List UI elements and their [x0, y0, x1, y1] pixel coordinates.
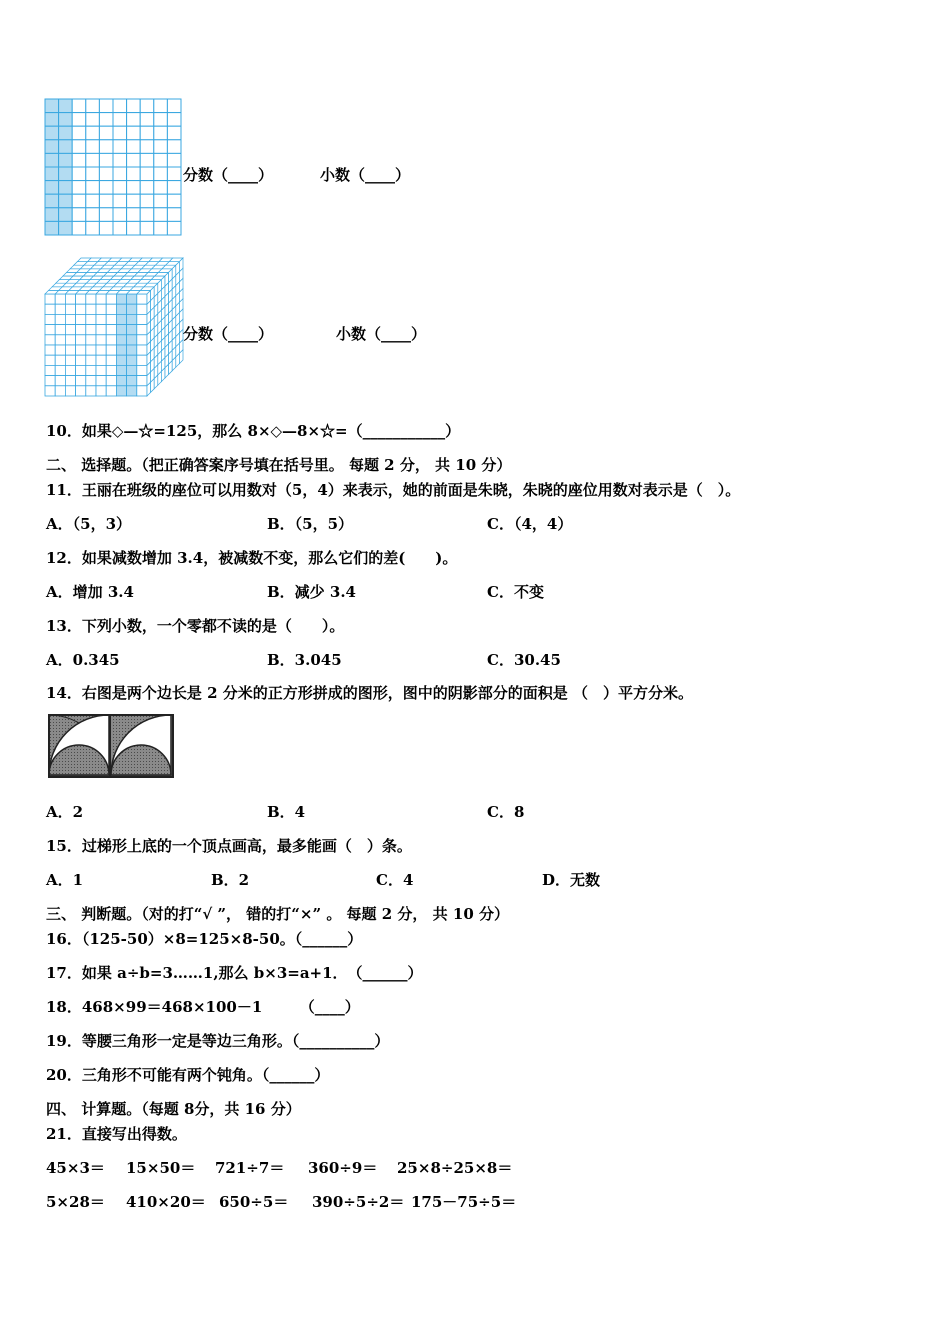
- cube-face: [86, 355, 96, 365]
- cube-face: [55, 355, 65, 365]
- shaded-cube-face: [116, 325, 126, 335]
- shaded-cube-face: [127, 376, 137, 386]
- grid-cell: [140, 153, 154, 167]
- question-14: 14．右图是两个边长是 2 分米的正方形拼成的图形，图中的阴影部分的面积是 （ ）平方分米。: [46, 684, 693, 702]
- grid-cell: [99, 153, 113, 167]
- fraction-blank-1: 分数（____）: [183, 166, 274, 184]
- grid-cell: [99, 113, 113, 127]
- shaded-cube-face: [116, 304, 126, 314]
- grid-cell: [127, 153, 141, 167]
- cube-face: [86, 386, 96, 396]
- grid-cell: [167, 208, 181, 222]
- grid-cell: [154, 113, 168, 127]
- grid-cell: [140, 113, 154, 127]
- cube-face: [55, 314, 65, 324]
- grid-cell: [72, 194, 86, 208]
- grid-cell: [99, 99, 113, 113]
- question-12: 12．如果减数增加 3.4，被减数不变，那么它们的差( )。: [46, 549, 458, 567]
- grid-cell: [86, 126, 100, 140]
- grid-cell: [167, 181, 181, 195]
- cube-face: [76, 345, 86, 355]
- grid-cell: [113, 153, 127, 167]
- grid-cell: [113, 99, 127, 113]
- cube-face: [137, 376, 147, 386]
- cube-face: [45, 386, 55, 396]
- cube-face: [86, 376, 96, 386]
- shaded-cell: [59, 99, 73, 113]
- cube-face: [96, 386, 106, 396]
- grid-cell: [99, 126, 113, 140]
- calc-item: 360÷9＝: [308, 1159, 378, 1177]
- cube-face: [137, 325, 147, 335]
- q11-option-a: A．（5，3）: [46, 515, 132, 533]
- grid-cell: [127, 113, 141, 127]
- question-17: 17．如果 a÷b=3……1,那么 b×3=a+1． （______）: [46, 964, 423, 982]
- cube-face: [65, 365, 75, 375]
- question-13: 13．下列小数，一个零都不读的是（ ）。: [46, 617, 345, 635]
- cube-face: [106, 355, 116, 365]
- grid-cell: [113, 140, 127, 154]
- cube-face: [96, 376, 106, 386]
- cube-face: [137, 304, 147, 314]
- cube-face: [137, 294, 147, 304]
- cube-face: [106, 386, 116, 396]
- shaded-cell: [45, 167, 59, 181]
- cube-face: [65, 376, 75, 386]
- calc-item: 650÷5＝: [219, 1193, 289, 1211]
- cube-face: [137, 335, 147, 345]
- grid-cell: [127, 221, 141, 235]
- grid-cell: [86, 194, 100, 208]
- grid-cell: [154, 181, 168, 195]
- calc-item: 175－75÷5＝: [411, 1193, 517, 1211]
- cube-face: [76, 386, 86, 396]
- calc-item: 45×3＝: [46, 1159, 105, 1177]
- grid-cell: [127, 208, 141, 222]
- cube-face: [45, 314, 55, 324]
- shaded-cell: [59, 167, 73, 181]
- squares-arc-figure: [47, 713, 175, 779]
- shaded-cell: [45, 181, 59, 195]
- section-3-heading: 三、 判断题。（对的打“√ ”， 错的打“×” 。 每题 2 分， 共 10 分）: [46, 905, 509, 923]
- calc-item: 390÷5÷2＝: [312, 1193, 405, 1211]
- cube-face: [65, 386, 75, 396]
- grid-cell: [140, 126, 154, 140]
- cube-face: [55, 386, 65, 396]
- shaded-cube-face: [127, 365, 137, 375]
- calc-item: 25×8÷25×8＝: [397, 1159, 513, 1177]
- cube-face: [137, 314, 147, 324]
- calc-item: 410×20＝: [126, 1193, 206, 1211]
- grid-cell: [154, 194, 168, 208]
- section-4-heading: 四、 计算题。（每题 8分，共 16 分）: [46, 1100, 301, 1118]
- q14-option-b: B．4: [267, 803, 306, 821]
- grid-cell: [99, 194, 113, 208]
- cube-face: [96, 294, 106, 304]
- shaded-cube-face: [116, 335, 126, 345]
- q11-option-b: B．（5，5）: [267, 515, 354, 533]
- grid-cell: [86, 140, 100, 154]
- q15-option-a: A．1: [46, 871, 84, 889]
- cube-face: [65, 304, 75, 314]
- cube-face: [76, 314, 86, 324]
- cube-face: [55, 376, 65, 386]
- cube-face: [45, 376, 55, 386]
- shaded-cell: [45, 221, 59, 235]
- q12-option-a: A．增加 3.4: [46, 583, 134, 601]
- cube-face: [65, 314, 75, 324]
- grid-cell: [86, 181, 100, 195]
- grid-cell: [140, 194, 154, 208]
- grid-cell: [72, 221, 86, 235]
- grid-cell: [154, 153, 168, 167]
- shaded-cell: [59, 113, 73, 127]
- grid-cell: [86, 153, 100, 167]
- shaded-cell: [45, 140, 59, 154]
- cube-face: [106, 325, 116, 335]
- decimal-blank-2: 小数（____）: [336, 325, 427, 343]
- grid-cell: [167, 153, 181, 167]
- calc-item: 15×50＝: [126, 1159, 196, 1177]
- grid-cell: [72, 140, 86, 154]
- grid-cell: [113, 208, 127, 222]
- grid-cell: [72, 126, 86, 140]
- cube-face: [96, 304, 106, 314]
- cube-face: [106, 345, 116, 355]
- cube-face: [55, 294, 65, 304]
- grid-cell: [154, 208, 168, 222]
- cube-face: [65, 355, 75, 365]
- shaded-cube-face: [116, 314, 126, 324]
- cube-face: [55, 335, 65, 345]
- question-16: 16．（125-50）×8=125×8-50。（______）: [46, 930, 363, 948]
- shaded-cube-face: [116, 355, 126, 365]
- cube-face: [55, 365, 65, 375]
- shaded-cube-face: [127, 386, 137, 396]
- grid-cell: [167, 99, 181, 113]
- cube-face: [76, 304, 86, 314]
- cube-face: [86, 304, 96, 314]
- grid-cell: [127, 194, 141, 208]
- cube-face: [86, 294, 96, 304]
- shaded-cell: [59, 126, 73, 140]
- question-20: 20．三角形不可能有两个钝角。（______）: [46, 1066, 330, 1084]
- grid-cell: [127, 140, 141, 154]
- grid-cell: [72, 208, 86, 222]
- q14-option-a: A．2: [46, 803, 84, 821]
- cube-face: [76, 365, 86, 375]
- cube-figure: [43, 256, 185, 398]
- grid-cell: [140, 221, 154, 235]
- cube-face: [76, 355, 86, 365]
- question-18: 18．468×99＝468×100－1 （____）: [46, 998, 360, 1016]
- cube-face: [76, 325, 86, 335]
- shaded-cube-face: [116, 294, 126, 304]
- q12-option-c: C．不变: [487, 583, 544, 601]
- shaded-cube-face: [116, 376, 126, 386]
- cube-face: [106, 365, 116, 375]
- shaded-cube-face: [127, 304, 137, 314]
- cube-face: [137, 345, 147, 355]
- grid-cell: [154, 167, 168, 181]
- question-10: 10．如果◇—☆=125，那么 8×◇—8×☆=（___________）: [46, 422, 461, 440]
- cube-face: [65, 345, 75, 355]
- q15-option-b: B．2: [211, 871, 250, 889]
- grid-cell: [167, 126, 181, 140]
- grid-cell: [113, 181, 127, 195]
- question-15: 15．过梯形上底的一个顶点画高，最多能画（ ）条。: [46, 837, 412, 855]
- grid-cell: [113, 126, 127, 140]
- grid-cell: [140, 181, 154, 195]
- shaded-cube-face: [127, 325, 137, 335]
- grid-cell: [99, 140, 113, 154]
- cube-face: [96, 314, 106, 324]
- cube-face: [45, 365, 55, 375]
- grid-cell: [127, 99, 141, 113]
- cube-face: [86, 314, 96, 324]
- cube-face: [106, 335, 116, 345]
- shaded-cell: [45, 194, 59, 208]
- grid-cell: [154, 221, 168, 235]
- q15-option-d: D．无数: [542, 871, 601, 889]
- section-2-heading: 二、 选择题。（把正确答案序号填在括号里。 每题 2 分， 共 10 分）: [46, 456, 512, 474]
- grid-cell: [127, 181, 141, 195]
- cube-face: [65, 294, 75, 304]
- cube-face: [96, 335, 106, 345]
- grid-cell: [167, 167, 181, 181]
- q13-option-a: A．0.345: [46, 651, 120, 669]
- q13-option-b: B．3.045: [267, 651, 342, 669]
- calc-item: 5×28＝: [46, 1193, 105, 1211]
- grid-cell: [167, 221, 181, 235]
- grid-cell: [113, 221, 127, 235]
- shaded-cell: [59, 208, 73, 222]
- cube-face: [45, 335, 55, 345]
- cube-face: [55, 325, 65, 335]
- cube-face: [45, 355, 55, 365]
- grid-cell: [99, 181, 113, 195]
- grid-cell: [72, 113, 86, 127]
- cube-face: [45, 294, 55, 304]
- grid-cell: [140, 140, 154, 154]
- grid-cell: [154, 126, 168, 140]
- question-19: 19．等腰三角形一定是等边三角形。（__________）: [46, 1032, 390, 1050]
- cube-face: [106, 304, 116, 314]
- shaded-cell: [45, 99, 59, 113]
- grid-cell: [154, 99, 168, 113]
- cube-face: [96, 325, 106, 335]
- cube-face: [137, 386, 147, 396]
- grid-cell: [72, 181, 86, 195]
- q15-option-c: C．4: [376, 871, 414, 889]
- grid-cell: [140, 167, 154, 181]
- grid-cell: [140, 99, 154, 113]
- shaded-cell: [59, 181, 73, 195]
- shaded-cell: [45, 113, 59, 127]
- cube-face: [137, 355, 147, 365]
- q14-option-c: C．8: [487, 803, 525, 821]
- grid-cell: [86, 113, 100, 127]
- grid-cell: [167, 140, 181, 154]
- question-21: 21．直接写出得数。: [46, 1125, 187, 1143]
- grid-cell: [72, 167, 86, 181]
- cube-face: [86, 325, 96, 335]
- calc-item: 721÷7＝: [215, 1159, 285, 1177]
- cube-face: [96, 365, 106, 375]
- grid-cell: [86, 99, 100, 113]
- grid-cell: [167, 194, 181, 208]
- shaded-cube-face: [127, 355, 137, 365]
- cube-face: [137, 365, 147, 375]
- cube-face: [86, 345, 96, 355]
- shaded-cube-face: [127, 345, 137, 355]
- grid-figure: [44, 98, 184, 238]
- grid-cell: [86, 208, 100, 222]
- grid-cell: [99, 208, 113, 222]
- shaded-cube-face: [116, 386, 126, 396]
- shaded-cell: [59, 153, 73, 167]
- grid-cell: [113, 167, 127, 181]
- shaded-cube-face: [127, 314, 137, 324]
- grid-cell: [72, 153, 86, 167]
- grid-cell: [99, 221, 113, 235]
- cube-face: [45, 304, 55, 314]
- cube-face: [65, 335, 75, 345]
- grid-cell: [99, 167, 113, 181]
- shaded-cube-face: [127, 294, 137, 304]
- question-11: 11．王丽在班级的座位可以用数对（5，4）来表示，她的前面是朱晓，朱晓的座位用数对表示是（ ）。: [46, 481, 741, 499]
- shaded-cell: [59, 140, 73, 154]
- shaded-cell: [45, 126, 59, 140]
- cube-face: [55, 345, 65, 355]
- cube-face: [76, 294, 86, 304]
- cube-face: [45, 325, 55, 335]
- shaded-cube-face: [116, 365, 126, 375]
- grid-cell: [140, 208, 154, 222]
- cube-face: [86, 335, 96, 345]
- shaded-cube-face: [116, 345, 126, 355]
- q11-option-c: C．（4，4）: [487, 515, 573, 533]
- grid-cell: [86, 221, 100, 235]
- cube-face: [55, 304, 65, 314]
- cube-face: [76, 376, 86, 386]
- cube-face: [96, 355, 106, 365]
- grid-cell: [113, 194, 127, 208]
- grid-cell: [113, 113, 127, 127]
- decimal-blank-1: 小数（____）: [320, 166, 411, 184]
- grid-cell: [154, 140, 168, 154]
- shaded-cell: [59, 221, 73, 235]
- grid-cell: [167, 113, 181, 127]
- q12-option-b: B．减少 3.4: [267, 583, 356, 601]
- cube-face: [106, 376, 116, 386]
- shaded-cube-face: [127, 335, 137, 345]
- grid-cell: [127, 167, 141, 181]
- grid-cell: [72, 99, 86, 113]
- fraction-blank-2: 分数（____）: [183, 325, 274, 343]
- shaded-cell: [45, 153, 59, 167]
- cube-face: [106, 294, 116, 304]
- shaded-cell: [45, 208, 59, 222]
- grid-cell: [86, 167, 100, 181]
- shaded-cell: [59, 194, 73, 208]
- grid-cell: [127, 126, 141, 140]
- cube-face: [65, 325, 75, 335]
- cube-face: [45, 345, 55, 355]
- cube-face: [86, 365, 96, 375]
- cube-face: [106, 314, 116, 324]
- cube-face: [96, 345, 106, 355]
- cube-face: [76, 335, 86, 345]
- q13-option-c: C．30.45: [487, 651, 561, 669]
